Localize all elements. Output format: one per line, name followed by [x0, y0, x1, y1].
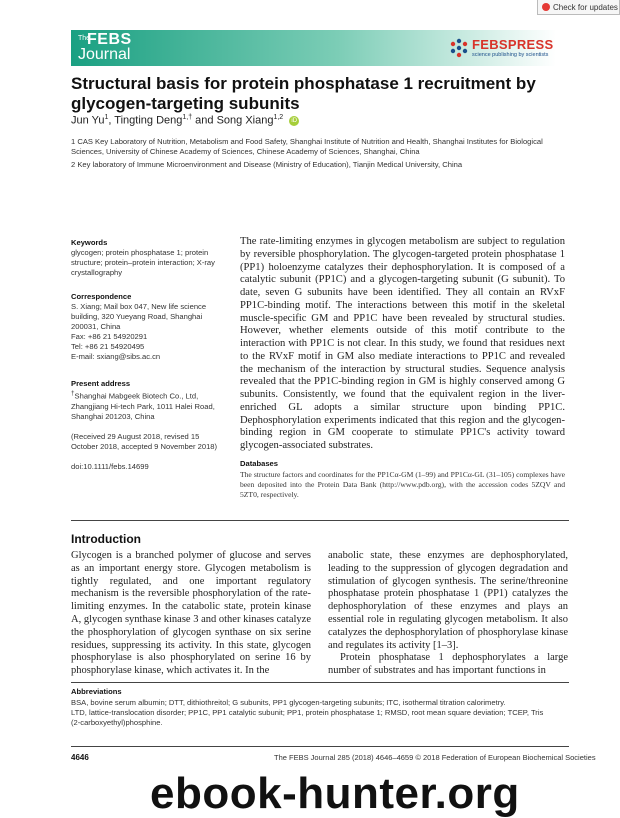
intro-paragraph: Protein phosphatase 1 dephosphorylates a large number of substrates and has important functions in — [328, 652, 568, 677]
introduction-heading: Introduction — [71, 532, 141, 546]
author-name: Song Xiang — [216, 114, 274, 127]
febs-press-logo: FEBSPRESS science publishing by scientists — [448, 36, 558, 62]
page-number: 4646 — [71, 753, 89, 762]
affiliation: 2 Key laboratory of Immune Microenvironment and Disease (Ministry of Education), Tianjin Medical University, China — [71, 160, 463, 169]
update-icon — [542, 3, 550, 11]
keywords-block — [71, 238, 231, 278]
author-list: Jun Yu$^1$, Tingting Deng$^{1,\dagger}$ and Song Xiang$^{1,2}$ iD — [71, 114, 299, 127]
author-name: Jun Yu — [71, 114, 105, 127]
abstract-text: The rate-limiting enzymes in glycogen metabolism are subject to regulation by reversible phosphorylation. The glycogen-targeted protein phosphatase 1 (PP1) holoenzyme catalyzes their dephosphorylation. It is composed of a catalytic subunit (PP1C) and a glycogen-targeting subunit (G subunit). To date, seven G subunits have been identified. They all contain an RVxF PP1C-binding motif. The interactions between this motif in the skeletal muscle-specific GM and PP1C have been revealed by structural studies. However, whether elements outside of this motif contribute to the interaction with PP1C is not clear. In this study, we found that residues next to the RVxF motif in GM also mediate interactions to PP1C and revealed the mechanism of the interaction by structural studies. Sequence analysis revealed that the PP1C-binding region in GM is highly conserved among G subunits. Consistently, we found that the equivalent region in the liver-enriched GL adopts a similar structure upon binding PP1C. Dephosphorylation experiments indicated that this region and the glycogen-binding region in GM cooperate to stimulate PP1C's activity toward glycogen-associated substrates. — [240, 236, 565, 451]
databases-heading: Databases — [240, 459, 278, 468]
orcid-icon[interactable]: iD — [289, 116, 299, 126]
keywords-heading: Keywords — [71, 238, 108, 247]
present-address-heading: Present address — [71, 379, 131, 388]
abbreviations-heading: Abbreviations — [71, 687, 122, 696]
author-name: Tingting Deng — [114, 114, 183, 127]
abbreviations-divider — [71, 682, 569, 683]
footer-divider — [71, 746, 569, 747]
check-updates-label: Check for updates — [553, 2, 618, 12]
intro-paragraph: anabolic state, these enzymes are dephosphorylated, leading to the suppression of glycogen degradation and stimulation of glycogen synthesis. The serine/threonine phosphatase protein phosphatase 1 (PP1) catalyzes the dephosphorylation of these enzymes and plays an essential role in regulating glycogen metabolism. It also catalyzes the dephosphorylation of phosphorylase kinase and regulates its activity [1–3]. — [328, 550, 568, 651]
correspondence-heading: Correspondence — [71, 292, 132, 301]
abbreviations-text: BSA, bovine serum albumin; DTT, dithiothreitol; G subunits, PP1 glycogen-targeting subunits; ITC, isothermal titration calorimetry. LTD, lattice-translocation disorder; PP1C, PP1 catalytic subunit; PP1, protein phosphatase 1; RMSD, root mean square deviation; TCEP, Tris (2-carboxyethyl)phosphine. — [71, 698, 544, 727]
febs-press-dots-icon — [448, 37, 470, 59]
intro-column-right — [328, 550, 568, 678]
check-for-updates-button[interactable] — [537, 0, 620, 15]
affiliation: 1 CAS Key Laboratory of Nutrition, Metabolism and Food Safety, Shanghai Institute of Nutrition and Health, Shanghai Institutes for Biological Sciences, University of Chinese Academy of Sciences, Chinese Academy of Sciences, Shanghai, China — [71, 137, 543, 156]
correspondence-block: Correspondence S. Xiang; Mail box 047, New life science building, 320 Yueyang Road, Shanghai 200031, China Fax: +86 21 54920291 Tel: +86 21 54920495 E-mail: sxiang@sibs.ac.cn — [71, 292, 231, 362]
journal-citation: The FEBS Journal 285 (2018) 4646–4659 © 2018 Federation of European Biochemical Societies — [274, 753, 596, 762]
article-title: Structural basis for protein phosphatase 1 recruitment by glycogen-targeting subunits — [71, 74, 536, 113]
email-link[interactable]: E-mail: sxiang@sibs.ac.cn — [71, 352, 161, 361]
databases-text: The structure factors and coordinates for the PP1Cα-GM (1–99) and PP1Cα-GL (31–105) complexes have been deposited into the Protein Data Bank (http://www.pdb.org), with the accession codes 5ZQV and 5ZT0, respectively. — [240, 470, 565, 499]
received-dates: (Received 29 August 2018, revised 15 October 2018, accepted 9 November 2018) — [71, 432, 218, 451]
section-divider — [71, 520, 569, 521]
present-address-block: Present address †Shanghai Mabgeek Biotech Co., Ltd, Zhangjiang Hi-tech Park, 1011 Halei Road, Shanghai 201203, China — [71, 379, 231, 422]
doi-link[interactable]: doi:10.1111/febs.14699 — [71, 462, 149, 471]
intro-column-left: Glycogen is a branched polymer of glucose and serves as an important energy store. Glycogen metabolism is tightly regulated, and one important regulatory mechanism is the reversible phosphorylation of the rate-limiting enzymes. In the catabolic state, protein kinase A, glycogen synthase kinase 3 and other kinases catalyze the phosphorylation of glycogen synthase on six serine residues, suppressing its activity. In this state, glycogen phosphorylase is also phosphorylated on serine 16 by phosphorylase kinase, which activates it. In the — [71, 550, 311, 677]
watermark-text: ebook-hunter.org — [150, 769, 520, 818]
keywords-text: glycogen; protein phosphatase 1; protein structure; protein–protein interaction; X-ray crystallography — [71, 248, 215, 277]
